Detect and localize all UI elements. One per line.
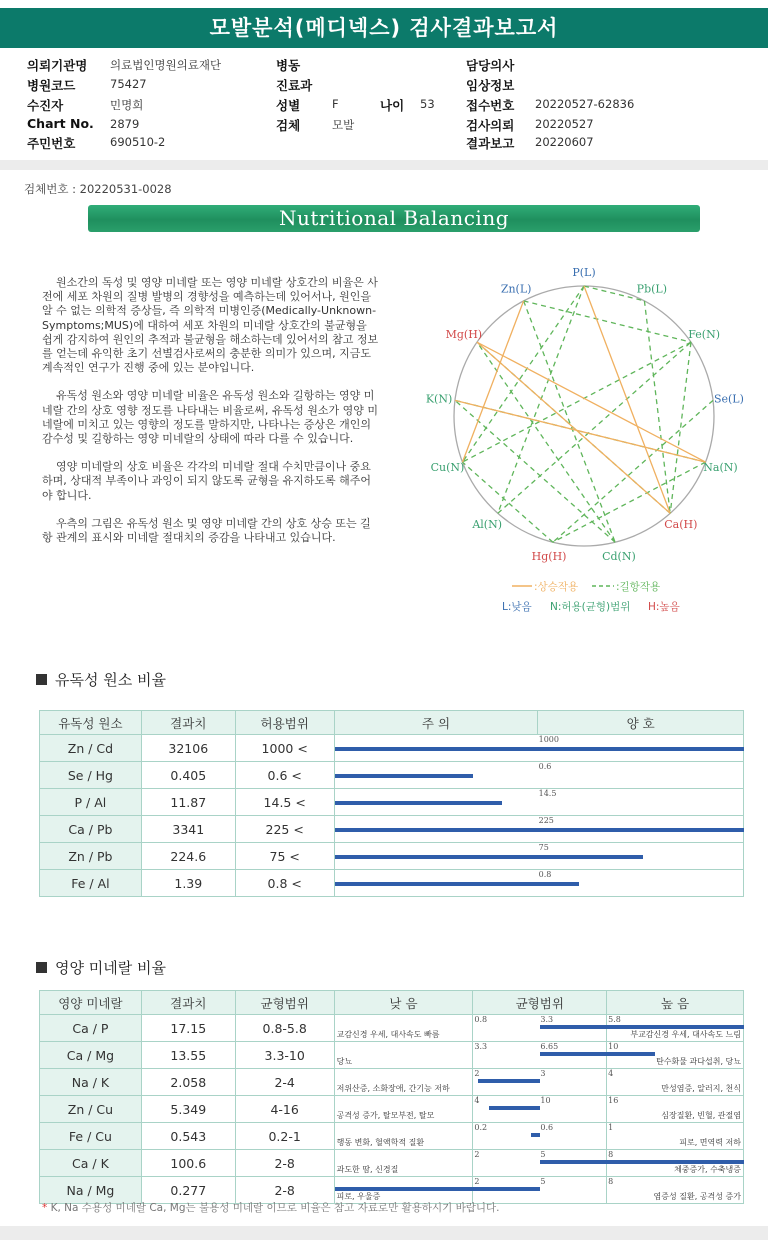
level-bar xyxy=(335,801,502,805)
range-tick: 16 xyxy=(608,1096,619,1105)
level-bar xyxy=(473,1187,540,1191)
table-row xyxy=(40,1015,744,1042)
level-bar xyxy=(531,1133,540,1137)
table-row xyxy=(40,1042,744,1069)
footnote-text: K, Na 수용성 미네랄 Ca, Mg는 불용성 미네랄 이므로 비율은 참고 자료로만 활용하시기 바랍니다. xyxy=(50,1202,500,1214)
intro-paragraph: 우측의 그림은 유독성 원소 및 영양 미네랄 간의 상호 상승 또는 길항 관계의 표시와 미네랄 절대치의 증감을 나타내고 있습니다. xyxy=(42,516,371,545)
table-row xyxy=(40,789,744,816)
ratio-name: Zn / Cd xyxy=(40,735,142,762)
level-bar xyxy=(335,1187,474,1191)
column-header: 결과치 xyxy=(141,711,235,735)
low-cell xyxy=(334,1069,473,1096)
toxic-ratio-table xyxy=(39,710,744,897)
column-header: 균형범위 xyxy=(473,991,607,1015)
table-header-row xyxy=(40,711,744,735)
patient-value: 민명희 xyxy=(110,98,144,112)
range-tick: 3.3 xyxy=(474,1042,488,1051)
high-cell xyxy=(607,1177,744,1204)
ratio-name: Na / Mg xyxy=(40,1177,142,1204)
antagonism-line xyxy=(462,286,584,462)
ratio-name: Ca / Pb xyxy=(40,816,142,843)
ratio-name: Ca / K xyxy=(40,1150,142,1177)
balance-range: 2-8 xyxy=(235,1150,334,1177)
table-row xyxy=(40,843,744,870)
high-effect-text: 피로, 면역력 저하 xyxy=(679,1138,741,1147)
bullet-square-icon xyxy=(36,674,47,685)
range-tick: 6.65 xyxy=(540,1042,559,1051)
result-value: 17.15 xyxy=(141,1015,235,1042)
balance-cell xyxy=(473,1123,607,1150)
level-bar-cell xyxy=(334,870,743,897)
threshold-tick: 0.6 xyxy=(538,762,552,771)
element-node-label: Cu(N) xyxy=(430,461,465,475)
level-bar xyxy=(540,1025,607,1029)
age-label: 나이 xyxy=(380,98,405,113)
institution-value: 의료법인명원의료재단 xyxy=(110,58,222,72)
result-value: 1.39 xyxy=(141,870,235,897)
report-title: 모발분석(메디넥스) 검사결과보고서 xyxy=(0,8,768,48)
result-value: 0.405 xyxy=(141,762,235,789)
range-tick: 3.3 xyxy=(540,1015,554,1024)
balance-range: 0.8-5.8 xyxy=(235,1015,334,1042)
section-banner: Nutritional Balancing xyxy=(88,205,700,232)
allowed-range: 75 < xyxy=(235,843,334,870)
high-effect-text: 만성염증, 알러지, 천식 xyxy=(661,1084,741,1093)
column-header: 주 의 xyxy=(334,711,538,735)
threshold-tick: 14.5 xyxy=(538,789,557,798)
request-label: 검사의뢰 xyxy=(466,118,515,133)
table-row xyxy=(40,762,744,789)
element-node-label: Ca(H) xyxy=(664,517,698,531)
table-row xyxy=(40,1096,744,1123)
institution-label: 의뢰기관명 xyxy=(27,58,88,73)
result-value: 2.058 xyxy=(141,1069,235,1096)
hospital-code-value: 75427 xyxy=(110,77,147,91)
level-bar xyxy=(540,1160,607,1164)
balance-range: 2-8 xyxy=(235,1177,334,1204)
element-node-label: Na(N) xyxy=(703,461,738,475)
column-header: 높 음 xyxy=(607,991,744,1015)
result-value: 11.87 xyxy=(141,789,235,816)
sex-value: F xyxy=(332,97,339,111)
threshold-tick: 225 xyxy=(538,816,554,825)
toxic-section-title xyxy=(36,669,166,690)
level-bar-cell xyxy=(334,762,743,789)
low-cell xyxy=(334,1123,473,1150)
specimen-label: 검체 xyxy=(276,118,301,133)
element-node-label: K(N) xyxy=(425,392,453,406)
chart-label: Chart No. xyxy=(27,116,94,131)
high-effect-text: 염증성 질환, 공격성 증가 xyxy=(653,1192,741,1201)
balance-cell xyxy=(473,1096,607,1123)
high-cell xyxy=(607,1150,744,1177)
wheel-circle xyxy=(454,286,714,546)
low-cell xyxy=(334,1015,473,1042)
high-cell xyxy=(607,1123,744,1150)
allowed-range: 0.6 < xyxy=(235,762,334,789)
clinical-label: 임상정보 xyxy=(466,78,515,93)
antagonism-line xyxy=(584,286,644,301)
bottom-separator xyxy=(0,1226,768,1240)
level-bar xyxy=(335,747,744,751)
balance-range: 4-16 xyxy=(235,1096,334,1123)
result-value: 32106 xyxy=(141,735,235,762)
table-row xyxy=(40,735,744,762)
low-legend-label: L:낮음 xyxy=(502,601,532,613)
balance-range: 0.2-1 xyxy=(235,1123,334,1150)
ratio-name: Na / K xyxy=(40,1069,142,1096)
sample-number: 검체번호 : 20220531-0028 xyxy=(24,182,172,196)
ratio-name: Ca / Mg xyxy=(40,1042,142,1069)
antagonism-line xyxy=(670,342,691,513)
low-cell xyxy=(334,1042,473,1069)
level-bar xyxy=(335,774,473,778)
low-effect-text: 행동 변화, 혈액학적 질환 xyxy=(336,1138,425,1147)
antagonism-line xyxy=(477,342,615,542)
nutrient-section-label: 영양 미네랄 비율 xyxy=(55,959,166,977)
level-bar xyxy=(489,1106,540,1110)
range-tick: 8 xyxy=(608,1150,614,1159)
threshold-tick: 75 xyxy=(538,843,549,852)
intro-paragraph: 유독성 원소와 영양 미네랄 비율은 유독성 원소와 길항하는 영양 미네랄 간의 상호 영향 정도를 나타내는 비율로써, 유독성 원소가 영양 미네랄에 미치고 있는 영향의 정도를 말하지만, 나타나는 증상은 개인의 감수성 및 길항하는 영양 미네랄의 상태에 따라 다를 수 있습니다. xyxy=(42,389,378,446)
ratio-name: P / Al xyxy=(40,789,142,816)
ratio-name: Zn / Cu xyxy=(40,1096,142,1123)
level-bar-cell xyxy=(334,843,743,870)
column-header: 영양 미네랄 xyxy=(40,991,142,1015)
sex-label: 성별 xyxy=(276,98,301,113)
patient-info xyxy=(0,54,768,154)
specimen-value: 모발 xyxy=(332,118,355,132)
mineral-wheel-diagram xyxy=(404,268,764,628)
range-tick: 2 xyxy=(474,1150,480,1159)
result-value: 13.55 xyxy=(141,1042,235,1069)
antagonism-legend-label: :길항작용 xyxy=(616,581,661,593)
range-tick: 5.8 xyxy=(608,1015,621,1024)
table-row xyxy=(40,1069,744,1096)
level-bar-cell xyxy=(334,816,743,843)
ratio-name: Fe / Cu xyxy=(40,1123,142,1150)
element-node-label: Mg(H) xyxy=(445,328,483,342)
column-header: 허용범위 xyxy=(235,711,334,735)
high-effect-text: 체중증가, 수축냉증 xyxy=(674,1165,741,1174)
threshold-tick: 1000 xyxy=(538,735,559,744)
result-value: 224.6 xyxy=(141,843,235,870)
range-tick: 5 xyxy=(540,1177,546,1186)
low-effect-text: 공격성 증가, 탈모부전, 탈모 xyxy=(336,1111,435,1120)
chart-value: 2879 xyxy=(110,117,140,131)
id-value: 690510-2 xyxy=(110,135,166,149)
synergy-line xyxy=(455,400,706,462)
low-effect-text: 과도한 땀, 신경질 xyxy=(336,1165,399,1174)
hospital-code-label: 병원코드 xyxy=(27,78,76,93)
allowed-range: 225 < xyxy=(235,816,334,843)
result-value: 100.6 xyxy=(141,1150,235,1177)
level-bar xyxy=(335,828,744,832)
level-bar xyxy=(540,1052,607,1056)
ratio-name: Ca / P xyxy=(40,1015,142,1042)
level-bar-cell xyxy=(334,735,743,762)
toxic-section-label: 유독성 원소 비율 xyxy=(55,671,166,689)
element-node-label: Fe(N) xyxy=(688,328,721,342)
element-node-label: Hg(H) xyxy=(531,549,567,563)
request-value: 20220527 xyxy=(535,117,594,131)
element-node-label: Se(L) xyxy=(713,392,744,406)
report-value: 20220607 xyxy=(535,135,594,149)
synergy-line xyxy=(462,301,523,462)
range-tick: 2 xyxy=(474,1177,480,1186)
table-header-row xyxy=(40,991,744,1015)
table-row xyxy=(40,1150,744,1177)
range-tick: 10 xyxy=(608,1042,619,1051)
nutrient-section-title xyxy=(36,957,166,978)
low-effect-text: 교감신경 우세, 대사속도 빠름 xyxy=(336,1030,440,1039)
high-cell xyxy=(607,1042,744,1069)
low-effect-text: 당뇨 xyxy=(336,1057,353,1066)
level-bar xyxy=(607,1025,744,1029)
synergy-legend-label: :상승작용 xyxy=(534,581,579,593)
ratio-name: Zn / Pb xyxy=(40,843,142,870)
balance-cell xyxy=(473,1069,607,1096)
element-node-label: Zn(L) xyxy=(500,282,532,296)
column-header: 유독성 원소 xyxy=(40,711,142,735)
antagonism-line xyxy=(644,301,670,513)
column-header: 낮 음 xyxy=(334,991,473,1015)
element-node-label: Al(N) xyxy=(472,517,503,531)
intro-paragraph: 영양 미네랄의 상호 비율은 각각의 미네랄 절대 수치만큼이나 중요하며, 상대적 부족이나 과잉이 되지 않도록 균형을 유지하도록 해주어야 합니다. xyxy=(42,460,371,502)
range-tick: 5 xyxy=(540,1150,546,1159)
range-tick: 1 xyxy=(608,1123,614,1132)
high-effect-text: 탄수화물 과다섭취, 당뇨 xyxy=(656,1057,741,1066)
patient-label: 수진자 xyxy=(27,98,64,113)
balance-cell xyxy=(473,1015,607,1042)
element-node-label: P(L) xyxy=(572,268,596,279)
element-node-label: Pb(L) xyxy=(636,282,668,296)
high-legend-label: H:높음 xyxy=(648,601,680,613)
low-effect-text: 저위산증, 소화장애, 간기능 저하 xyxy=(336,1084,450,1093)
footnote xyxy=(42,1200,500,1215)
range-tick: 4 xyxy=(474,1096,480,1105)
column-header: 균형범위 xyxy=(235,991,334,1015)
range-tick: 3 xyxy=(540,1069,546,1078)
ward-label: 병동 xyxy=(276,58,301,73)
low-cell xyxy=(334,1096,473,1123)
high-effect-text: 부교감신경 우세, 대사속도 느림 xyxy=(630,1030,741,1039)
result-value: 0.277 xyxy=(141,1177,235,1204)
result-value: 5.349 xyxy=(141,1096,235,1123)
age-value: 53 xyxy=(420,97,435,111)
range-tick: 10 xyxy=(540,1096,551,1105)
high-effect-text: 심장질환, 빈혈, 관절염 xyxy=(661,1111,741,1120)
ratio-name: Se / Hg xyxy=(40,762,142,789)
doctor-label: 담당의사 xyxy=(466,58,515,73)
report-label: 결과보고 xyxy=(466,136,515,151)
range-tick: 4 xyxy=(608,1069,614,1078)
low-effect-text: 피로, 우울증 xyxy=(336,1192,381,1201)
threshold-tick: 0.8 xyxy=(538,870,552,879)
level-bar xyxy=(607,1160,744,1164)
low-cell xyxy=(334,1150,473,1177)
normal-legend-label: N:허용(균형)범위 xyxy=(550,601,631,613)
element-node-label: Cd(N) xyxy=(602,549,636,563)
level-bar xyxy=(335,882,579,886)
nutrient-ratio-table xyxy=(39,990,744,1204)
level-bar-cell xyxy=(334,789,743,816)
intro-paragraph: 원소간의 독성 및 영양 미네랄 또는 영양 미네랄 상호간의 비율은 사전에 세포 차원의 질병 발병의 경향성을 예측하는데 있어서나, 원인을 알 수 없는 의학적 증상들, 즉 의학적 미병인증(Medically-Unknown-Symptoms;MUS)에 대하여 세포 차원의 미네랄 상호간의 불균형을 쉽게 감지하여 원인의 추적과 불균형을 해소하는데 있어서의 참고 정보를 얻는데 유익한 초기 선별검사로써의 충분한 의미가 있으며, 지금도 계속적인 연구가 진행 중에 있는 분야입니다. xyxy=(42,276,379,375)
result-value: 3341 xyxy=(141,816,235,843)
level-bar xyxy=(335,855,643,859)
bullet-square-icon xyxy=(36,962,47,973)
column-header: 결과치 xyxy=(141,991,235,1015)
table-row xyxy=(40,870,744,897)
antagonism-line xyxy=(524,301,691,342)
asterisk-icon: * xyxy=(42,1202,51,1214)
table-row xyxy=(40,816,744,843)
level-bar xyxy=(607,1052,655,1056)
separator xyxy=(0,160,768,170)
intro-text xyxy=(42,276,380,559)
range-tick: 2 xyxy=(474,1069,480,1078)
balance-cell xyxy=(473,1150,607,1177)
range-tick: 0.6 xyxy=(540,1123,554,1132)
level-bar xyxy=(478,1079,540,1083)
range-tick: 8 xyxy=(608,1177,614,1186)
ratio-name: Fe / Al xyxy=(40,870,142,897)
range-tick: 0.2 xyxy=(474,1123,488,1132)
range-tick: 0.8 xyxy=(474,1015,488,1024)
column-header: 양 호 xyxy=(538,711,744,735)
synergy-line xyxy=(584,286,670,513)
high-cell xyxy=(607,1069,744,1096)
receipt-value: 20220527-62836 xyxy=(535,97,635,111)
balance-range: 2-4 xyxy=(235,1069,334,1096)
result-value: 0.543 xyxy=(141,1123,235,1150)
receipt-label: 접수번호 xyxy=(466,98,515,113)
id-label: 주민번호 xyxy=(27,136,76,151)
balance-range: 3.3-10 xyxy=(235,1042,334,1069)
high-cell xyxy=(607,1015,744,1042)
allowed-range: 14.5 < xyxy=(235,789,334,816)
dept-label: 진료과 xyxy=(276,78,313,93)
allowed-range: 0.8 < xyxy=(235,870,334,897)
balance-cell xyxy=(473,1042,607,1069)
allowed-range: 1000 < xyxy=(235,735,334,762)
high-cell xyxy=(607,1096,744,1123)
table-row xyxy=(40,1123,744,1150)
